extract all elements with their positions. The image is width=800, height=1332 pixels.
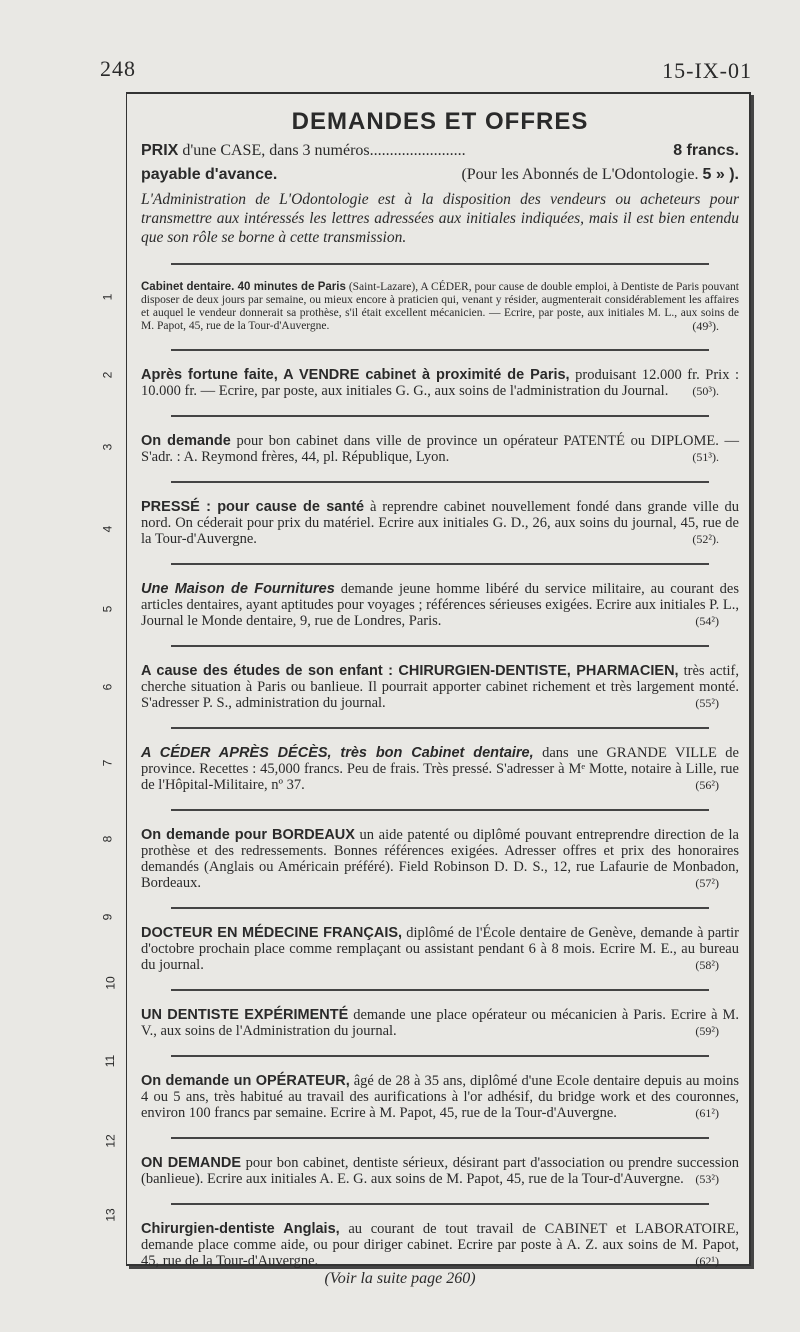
- ad-entry: Chirurgien-dentiste Anglais, au courant de tout travail de CABINET et LABORATOIRE, demande place comme aide, ou pour diriger cabinet. Ecrire par poste à A. Z. aux soins de M. Papot, 45, rue de la Tour-d'Auvergne. (62¹): [141, 1221, 740, 1269]
- ad-entry: On demande pour bon cabinet dans ville de province un opérateur PATENTÉ ou DIPLOME. — S'adr. : A. Reymond frères, 44, pl. République, Lyon. (51³).: [141, 433, 739, 465]
- separator: [171, 1055, 709, 1057]
- ad-entry: DOCTEUR EN MÉDECINE FRANÇAIS, diplômé de l'École dentaire de Genève, demande à partir d'octobre prochain place comme remplaçant ou assistant pendant 6 à 8 mois. Ecrire M. E., au bureau du journal. (58²): [141, 925, 740, 973]
- page-number: 248: [100, 56, 136, 81]
- ad-entry: On demande un OPÉRATEUR, âgé de 28 à 35 ans, diplômé d'une Ecole dentaire depuis au moins 4 ou 5 ans, très habitué au travail des aurifications à l'or adhésif, du bridge work et des couronnes, environ 100 francs par semaine. Ecrire à M. Papot, 45, rue de la Tour-d'Auvergne. (61²): [141, 1073, 739, 1121]
- ad-entry: Après fortune faite, A VENDRE cabinet à proximité de Paris, produisant 12.000 fr. Prix : 10.000 fr. — Ecrire, par poste, aux initiales G. G., aux soins de l'administration du Journal. (50³).: [141, 367, 739, 399]
- margin-number: 10: [103, 976, 118, 990]
- margin-number: 8: [100, 835, 115, 843]
- price-row: PRIX d'une CASE, dans 3 numéros........................ 8 francs.: [141, 142, 739, 159]
- separator: [171, 809, 709, 811]
- margin-number: 7: [100, 759, 115, 767]
- margin-number: 2: [100, 371, 115, 379]
- margin-number: 1: [100, 293, 115, 301]
- separator: [171, 349, 709, 351]
- ad-entry: On demande pour BORDEAUX un aide patenté ou diplômé pouvant entreprendre direction de la prothèse et des redressements. Bonnes références exigées. Adresser offres et prix des honoraires demandés (Anglais ou Américain préféré). Field Robinson D. D. S., 12, rue Lafaurie de Monbadon, Bordeaux. (57²): [141, 827, 739, 891]
- separator: [171, 1137, 709, 1139]
- separator: [171, 415, 709, 417]
- margin-number: 9: [100, 913, 115, 921]
- margin-number: 4: [100, 525, 115, 533]
- page-date: 15-IX-01: [662, 58, 752, 83]
- margin-number: 11: [103, 1054, 118, 1068]
- margin-number: 3: [100, 443, 115, 451]
- separator: [171, 907, 709, 909]
- ads-frame: [126, 92, 751, 1269]
- separator: [171, 645, 709, 647]
- ad-entry: A cause des études de son enfant : CHIRURGIEN-DENTISTE, PHARMACIEN, très actif, cherche situation à Paris ou banlieue. Il pourrait apporter cabinet richement et très largement monté. S'adresser P. S., administration du journal. (55²): [141, 663, 740, 711]
- section-title: DEMANDES ET OFFRES: [291, 108, 589, 135]
- ad-entry: ON DEMANDE pour bon cabinet, dentiste sérieux, désirant part d'association ou prendre succession (banlieue). Ecrire aux initiales A. E. G. aux soins de M. Papot, 45, rue de la Tour-d'Auvergne. (53²): [141, 1155, 740, 1187]
- separator: [171, 263, 709, 265]
- ad-entry: A CÉDER APRÈS DÉCÈS, très bon Cabinet dentaire, dans une GRANDE VILLE de province. Recettes : 45,000 francs. Peu de frais. Très pressé. S'adresser à Mᵉ Motte, notaire à Lille, rue de l'Hôpital-Militaire, nº 37. (56²): [141, 745, 739, 793]
- separator: [171, 563, 709, 565]
- separator: [171, 1203, 709, 1205]
- ad-entry: Cabinet dentaire. 40 minutes de Paris (Saint-Lazare), A CÉDER, pour cause de double emploi, à Dentiste de Paris pouvant disposer de deux jours par semaine, ou mieux encore à praticien qui, venant y résider, augmenterait considérablement les affaires et auquel le vendeur donnerait sa prothèse, s'il était excellent mécanicien. — Ecrire, par poste, aux initiales M. L., aux soins de M. Papot, 45, rue de la Tour-d'Auvergne. (49³).: [141, 281, 739, 333]
- separator: [171, 727, 709, 729]
- payable-row: payable d'avance. (Pour les Abonnés de L'Odontologie. 5 » ).: [141, 166, 739, 183]
- margin-number: 6: [100, 683, 115, 691]
- margin-number: 5: [100, 605, 115, 613]
- ad-entry: UN DENTISTE EXPÉRIMENTÉ demande une place opérateur ou mécanicien à Paris. Ecrire à M. V., aux soins de l'Administration du journal. (59²): [141, 1007, 740, 1039]
- ad-entry: PRESSÉ : pour cause de santé à reprendre cabinet nouvellement fondé dans grande ville du nord. On céderait pour prix du matériel. Ecrire aux initiales G. D., 26, aux soins du journal, 45, rue de la Tour-d'Auvergne. (52²).: [141, 499, 739, 547]
- separator: [171, 481, 709, 483]
- ad-entry: Une Maison de Fournitures demande jeune homme libéré du service militaire, au courant des articles dentaires, ayant aptitudes pour voyages ; références sérieuses exigées. Ecrire aux initiales P. L., Journal le Monde dentaire, 9, rue de Londres, Paris. (54²): [141, 581, 739, 629]
- margin-number: 13: [103, 1208, 118, 1222]
- separator: [171, 989, 709, 991]
- admin-note: L'Administration de L'Odontologie est à la disposition des vendeurs ou acheteurs pour transmettre aux intéressés les lettres adressées aux initiales indiquées, mais il est bien entendu que son rôle se borne à cette transmission.: [141, 191, 739, 246]
- page-footer: (Voir la suite page 260): [324, 1270, 476, 1287]
- margin-number: 12: [103, 1134, 118, 1148]
